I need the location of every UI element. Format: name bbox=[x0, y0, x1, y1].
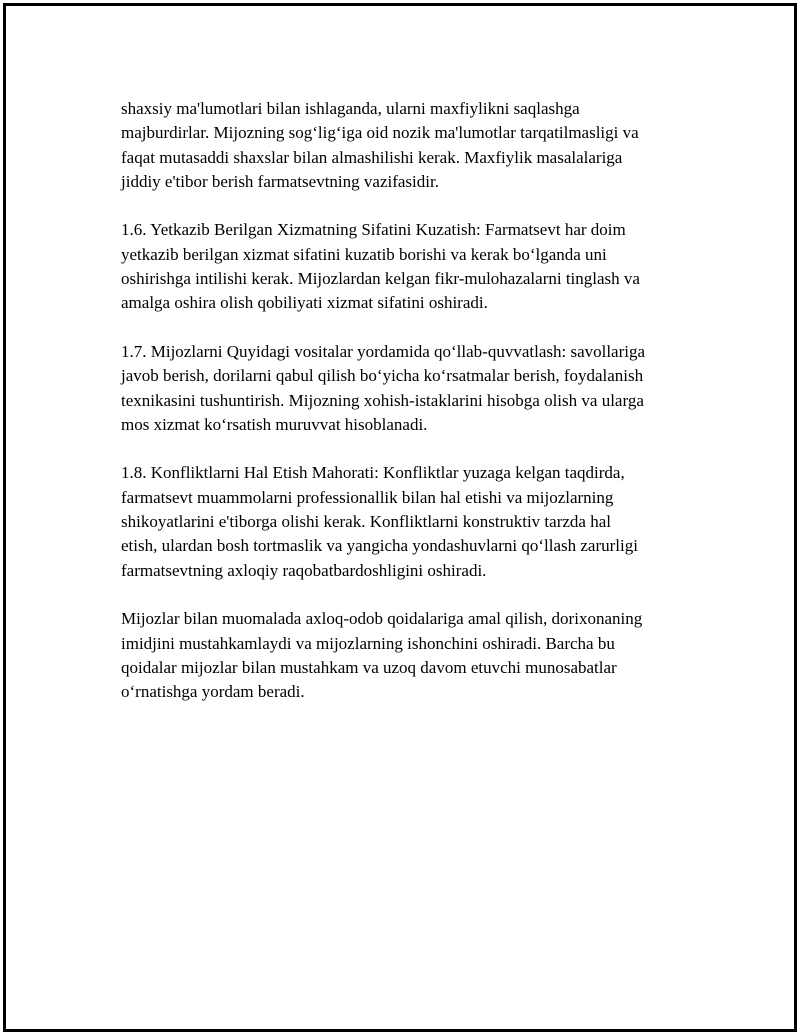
page-frame bbox=[3, 3, 797, 1032]
page-content bbox=[121, 97, 701, 729]
paragraph-confidentiality: shaxsiy ma'lumotlari bilan ishlaganda, ularni maxfiylikni saqlashga majburdirlar. Mijozning sog‘lig‘iga oid nozik ma'lumotlar tarqatilmasligi va faqat mutasaddi shaxslar bilan almashilishi kerak. Maxfiylik masalalariga jiddiy e'tibor berish farmatsevtning vazifasidir. bbox=[121, 99, 639, 191]
paragraph-1-7-customer-support: 1.7. Mijozlarni Quyidagi vositalar yordamida qo‘llab-quvvatlash: savollariga javob berish, dorilarni qabul qilish bo‘yicha ko‘rsatmalar berish, foydalanish texnikasini tushuntirish. Mijozning xohish-istaklarini hisobga olish va ularga mos xizmat ko‘rsatish muruvvat hisoblanadi. bbox=[121, 341, 646, 434]
paragraph-1-6-service-quality: 1.6. Yetkazib Berilgan Xizmatning Sifatini Kuzatish: Farmatsevt har doim yetkazib berilgan xizmat sifatini kuzatib borishi va kerak bo‘lganda uni oshirishga intilishi kerak. Mijozlardan kelgan fikr-mulohazalarni tinglash va amalga oshira olish qobiliyati xizmat sifatini oshiradi. bbox=[121, 220, 640, 313]
paragraph-conclusion: Mijozlar bilan muomalada axloq-odob qoidalariga amal qilish, dorixonaning imidjini mustahkamlaydi va mijozlarning ishonchini oshiradi. Barcha bu qoidalar mijozlar bilan mustahkam va uzoq davom etuvchi munosabatlar o‘rnatishga yordam beradi. bbox=[121, 609, 643, 702]
paragraph-1-8-conflict-resolution: 1.8. Konfliktlarni Hal Etish Mahorati: Konfliktlar yuzaga kelgan taqdirda, farmatsevt muammolarni professionallik bilan hal etishi va mijozlarning shikoyatlarini e'tiborga olishi kerak. Konfliktlarni konstruktiv tarzda hal etish, ulardan bosh tortmaslik va yangicha yondashuvlarni qo‘llash zarurligi farmatsevtning axloqiy raqobatbardoshligini oshiradi. bbox=[121, 463, 638, 580]
